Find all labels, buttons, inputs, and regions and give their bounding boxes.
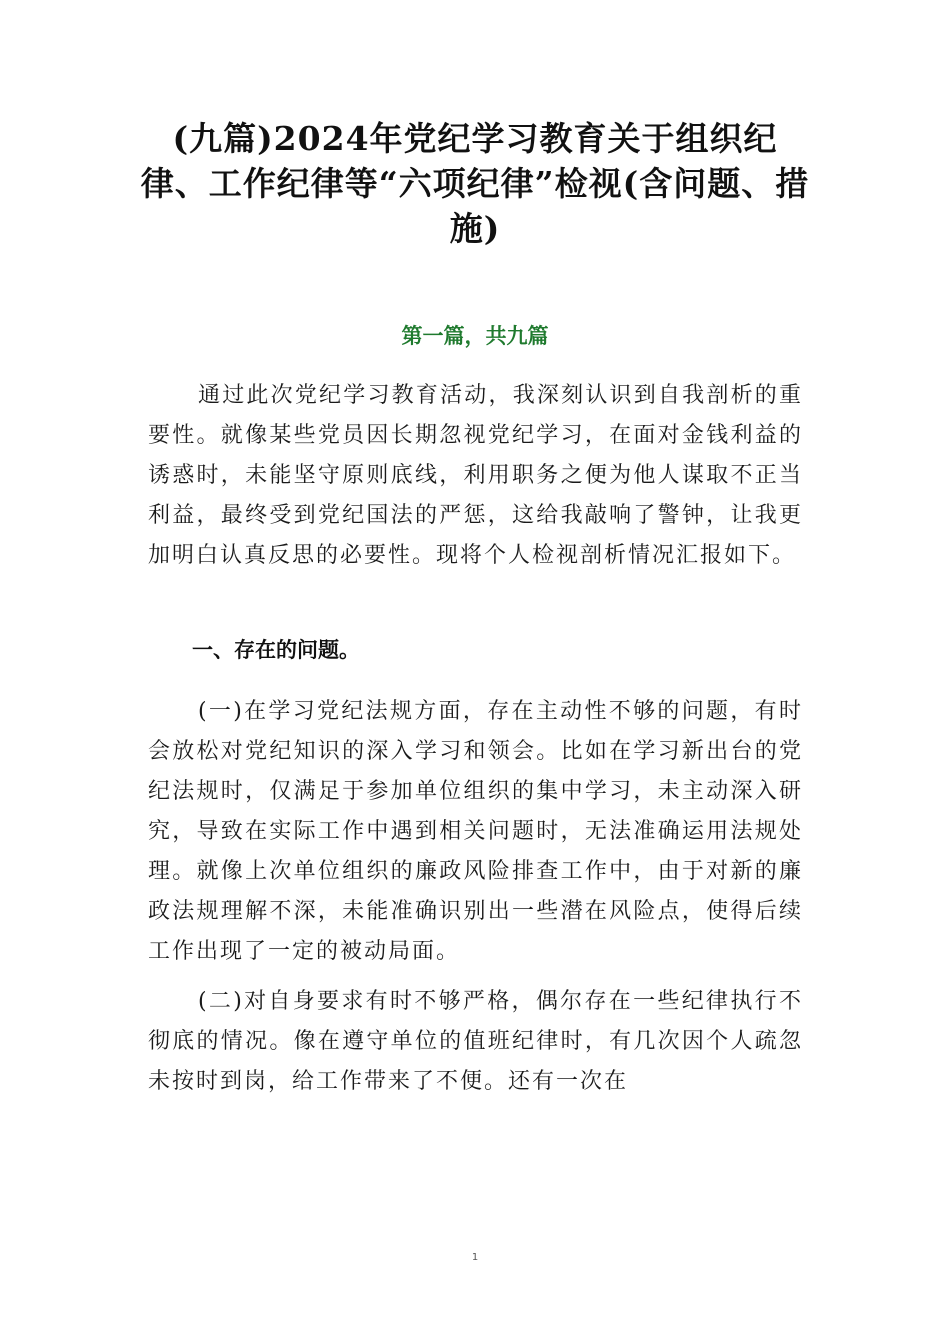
document-title: (九篇)2024年党纪学习教育关于组织纪律、工作纪律等“六项纪律”检视(含问题、措施) (140, 119, 810, 248)
problem-paragraph-1: (一)在学习党纪法规方面，存在主动性不够的问题，有时会放松对党纪知识的深入学习和领会。比如在学习新出台的党纪法规时，仅满足于参加单位组织的集中学习，未主动深入研究，导致在实际工作中遇到相关问题时，无法准确运用法规处理。就像上次单位组织的廉政风险排查工作中，由于对新的廉政法规理解不深，未能准确识别出一些潜在风险点，使得后续工作出现了一定的被动局面。 (148, 699, 803, 964)
problem-paragraph-2: (二)对自身要求有时不够严格，偶尔存在一些纪律执行不彻底的情况。像在遵守单位的值班纪律时，有几次因个人疏忽未按时到岗，给工作带来了不便。还有一次在 (148, 989, 803, 1094)
page-number: 1 (471, 1252, 479, 1263)
intro-paragraph: 通过此次党纪学习教育活动，我深刻认识到自我剖析的重要性。就像某些党员因长期忽视党纪学习，在面对金钱利益的诱惑时，未能坚守原则底线，利用职务之便为他人谋取不正当利益，最终受到党纪国法的严惩，这给我敲响了警钟，让我更加明白认真反思的必要性。现将个人检视剖析情况汇报如下。 (148, 383, 803, 568)
section-heading-problems: 一、存在的问题。 (192, 638, 360, 662)
part-heading: 第一篇，共九篇 (401, 324, 549, 348)
